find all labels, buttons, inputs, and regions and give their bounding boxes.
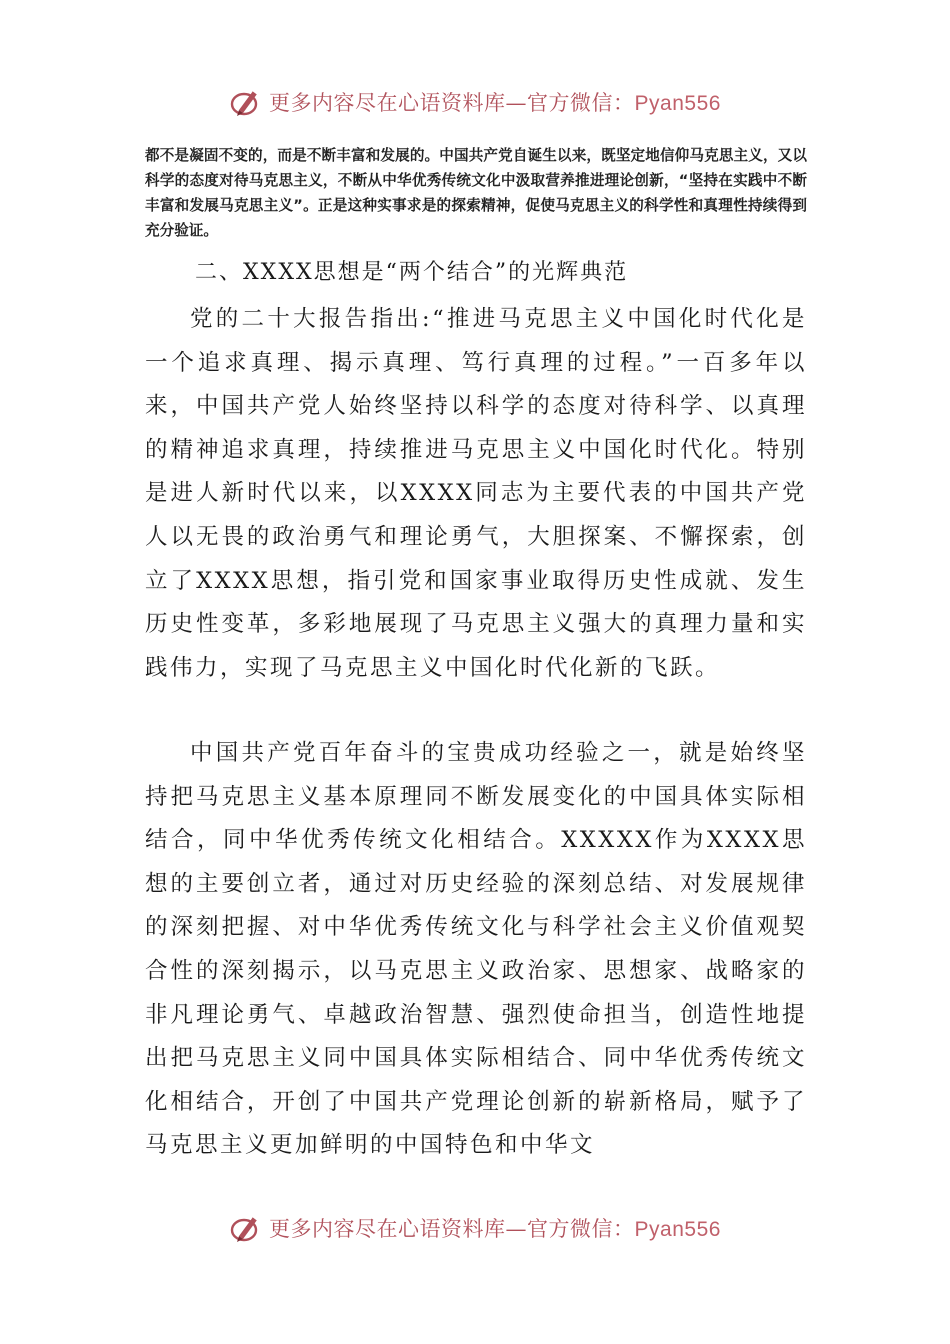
footer-banner xyxy=(0,1208,950,1248)
section-heading: 二、XXXX思想是“两个结合”的光辉典范 xyxy=(195,260,629,285)
body-paragraph-2: 中国共产党百年奋斗的宝贵成功经验之一，就是始终坚持把马克思主义基本原理同不断发展变化的中国具体实际相结合，同中华优秀传统文化相结合。XXXXX作为XXXX思想的主要创立者，通过对历史经验的深刻总结、对发展规律的深刻把握、对中华优秀传统文化与科学社会主义价值观契合性的深刻揭示，以马克思主义政治家、思想家、战略家的非凡理论勇气、卓越政治智慧、强烈使命担当，创造性地提出把马克思主义同中国具体实际相结合、同中华优秀传统文化相结合，开创了中国共产党理论创新的崭新格局，赋予了马克思主义更加鲜明的中国特色和中华文 xyxy=(145,740,807,1159)
banner-text: 更多内容尽在心语资料库—官方微信：Pyan556 xyxy=(269,1217,721,1241)
banner-text: 更多内容尽在心语资料库—官方微信：Pyan556 xyxy=(269,91,721,115)
header-banner xyxy=(0,82,950,122)
wechat-id: Pyan556 xyxy=(634,92,721,115)
pen-nib-logo-icon xyxy=(229,1211,263,1245)
pen-nib-logo-icon xyxy=(229,85,263,119)
intro-paragraph: 都不是凝固不变的，而是不断丰富和发展的。中国共产党自诞生以来，既坚定地信仰马克思主义，又以科学的态度对待马克思主义，不断从中华优秀传统文化中汲取营养推进理论创新，“坚持在实践中不断丰富和发展马克思主义”。正是这种实事求是的探索精神，促使马克思主义的科学性和真理性持续得到充分验证。 xyxy=(145,147,807,239)
body-paragraph-1: 党的二十大报告指出:“推进马克思主义中国化时代化是一个追求真理、揭示真理、笃行真理的过程。”一百多年以来，中国共产党人始终坚持以科学的态度对待科学、以真理的精神追求真理，持续推进马克思主义中国化时代化。特别是进人新时代以来，以XXXX同志为主要代表的中国共产党人以无畏的政治勇气和理论勇气，大胆探案、不懈探索，创立了XXXX思想，指引党和国家事业取得历史性成就、发生历史性变革，多彩地展现了马克思主义强大的真理力量和实践伟力，实现了马克思主义中国化时代化新的飞跃。 xyxy=(145,306,807,681)
wechat-id: Pyan556 xyxy=(634,1218,721,1241)
